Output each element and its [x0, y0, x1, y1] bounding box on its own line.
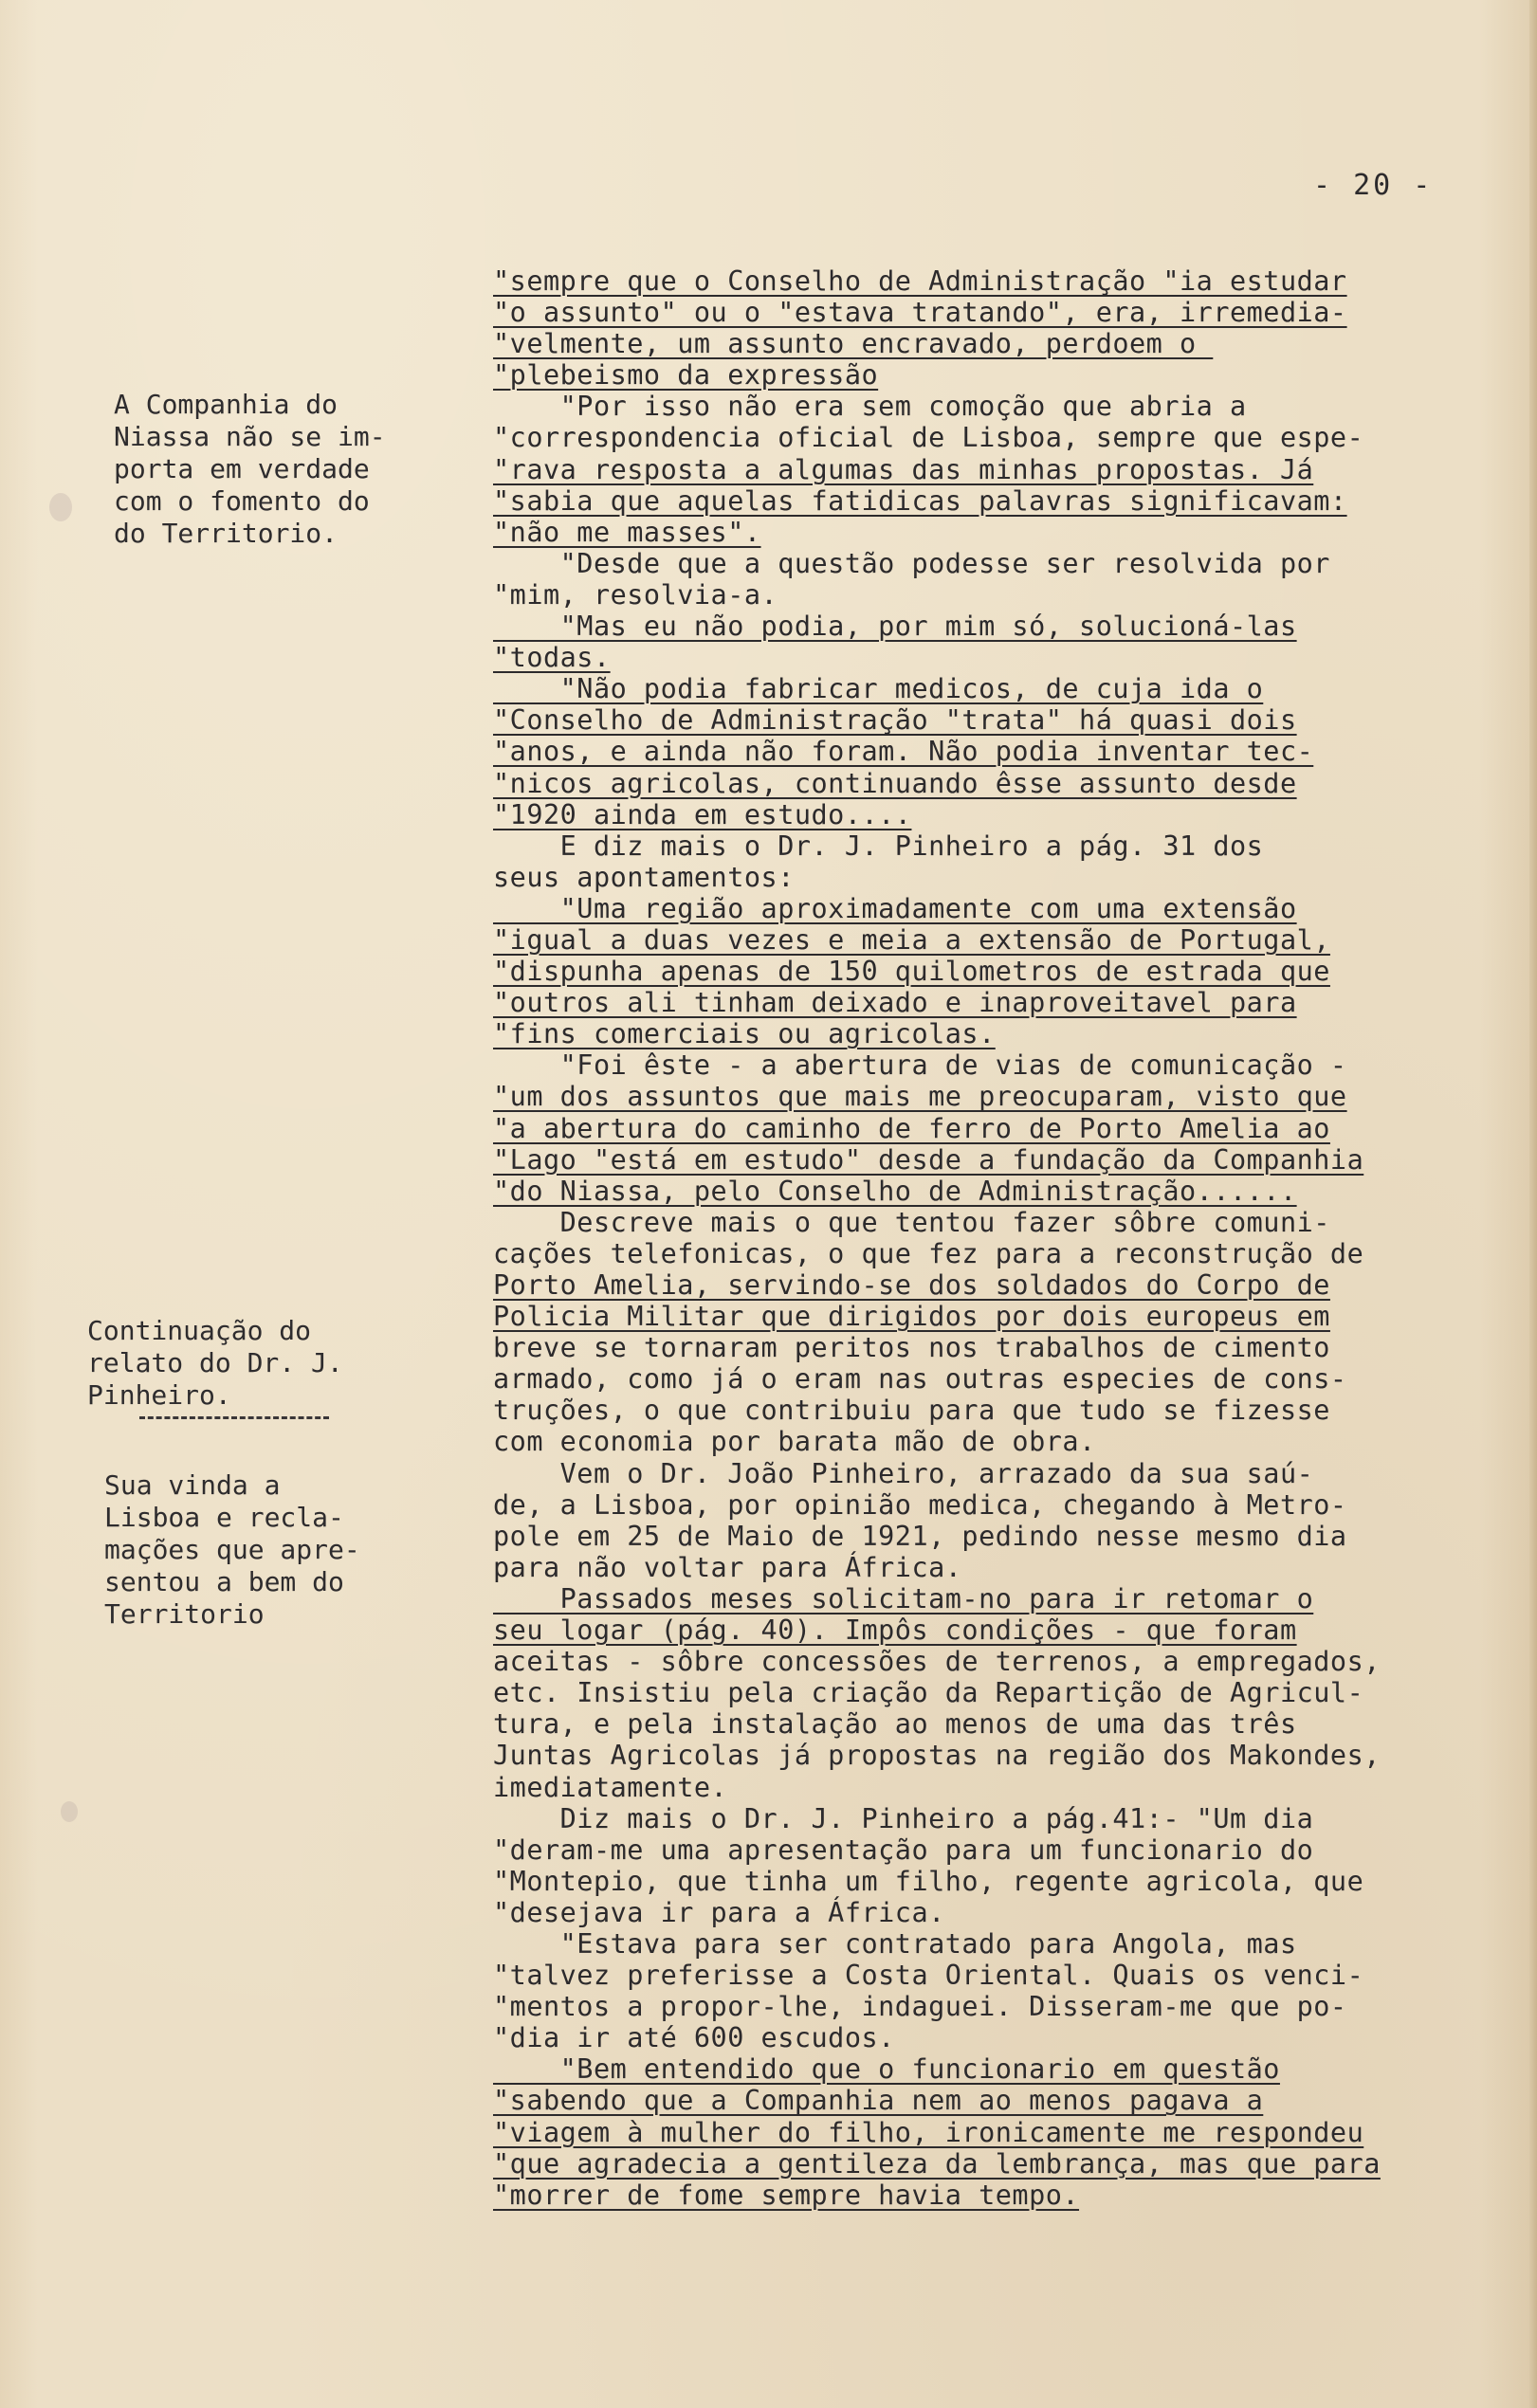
body-line: Descreve mais o que tentou fazer sôbre comuni-: [493, 1206, 1330, 1238]
body-line: "mim, resolvia-a.: [493, 578, 778, 611]
body-line: Porto Amelia, servindo-se dos soldados do Corpo de: [493, 1269, 1330, 1301]
body-line: "desejava ir para a África.: [493, 1896, 945, 1928]
page-edge-shadow: [1529, 0, 1537, 2408]
body-line: "Mas eu não podia, por mim só, solucioná-las: [493, 611, 1297, 643]
body-line: "deram-me uma apresentação para um funcionario do: [493, 1833, 1314, 1866]
body-line: "morrer de fome sempre havia tempo.: [493, 2179, 1080, 2211]
body-line: seu logar (pág. 40). Impôs condições - que foram: [493, 1614, 1297, 1647]
body-line: "sabia que aquelas fatidicas palavras significavam:: [493, 484, 1347, 517]
body-line: armado, como já o eram nas outras especies de cons-: [493, 1363, 1347, 1396]
paper-smudge: [49, 493, 72, 521]
margin-divider: [139, 1416, 329, 1419]
body-line: "dispunha apenas de 150 quilometros de estrada que: [493, 956, 1330, 988]
body-line: Diz mais o Dr. J. Pinheiro a pág.41:- "Um dia: [493, 1802, 1314, 1834]
main-text-column: [493, 265, 1498, 2211]
body-line: "que agradecia a gentileza da lembrança, mas que para: [493, 2147, 1381, 2180]
body-line: "Lago "está em estudo" desde a fundação da Companhia: [493, 1143, 1364, 1176]
body-line: "Uma região aproximadamente com uma extensão: [493, 892, 1297, 924]
body-line: "mentos a propor-lhe, indaguei. Disseram-me que po-: [493, 1991, 1347, 2023]
body-line: "a abertura do caminho de ferro de Porto Amelia ao: [493, 1112, 1330, 1144]
body-line: Juntas Agricolas já propostas na região dos Makondes,: [493, 1740, 1381, 1772]
margin-note-vinda-lisboa: Sua vinda a Lisboa e recla- mações que apre- sentou a bem do Territorio: [104, 1469, 360, 1630]
body-line: "fins comerciais ou agricolas.: [493, 1018, 996, 1050]
body-line: "velmente, um assunto encravado, perdoem o: [493, 328, 1214, 360]
body-line: "não me masses".: [493, 516, 761, 548]
body-line: "plebeismo da expressão: [493, 359, 879, 392]
body-line: "todas.: [493, 642, 611, 674]
body-line: breve se tornaram peritos nos trabalhos de cimento: [493, 1332, 1330, 1364]
body-line: "dia ir até 600 escudos.: [493, 2022, 895, 2054]
body-line: "outros ali tinham deixado e inaproveitavel para: [493, 987, 1297, 1019]
body-line: "Não podia fabricar medicos, de cuja ida o: [493, 673, 1264, 705]
body-line: Passados meses solicitam-no para ir retomar o: [493, 1582, 1314, 1614]
body-line: "nicos agricolas, continuando êsse assunto desde: [493, 767, 1297, 799]
body-line: "Desde que a questão podesse ser resolvida por: [493, 547, 1330, 579]
margin-note-companhia: A Companhia do Niassa não se im- porta em verdade com o fomento do do Territorio.: [114, 389, 386, 549]
body-line: "Bem entendido que o funcionario em questão: [493, 2053, 1280, 2086]
body-line: "correspondencia oficial de Lisboa, sempre que espe-: [493, 422, 1364, 454]
body-line: tura, e pela instalação ao menos de uma das três: [493, 1708, 1297, 1741]
body-line: "1920 ainda em estudo....: [493, 798, 912, 830]
body-line: "Montepio, que tinha um filho, regente agricola, que: [493, 1865, 1364, 1897]
body-line: Vem o Dr. João Pinheiro, arrazado da sua saú-: [493, 1457, 1314, 1489]
body-line: para não voltar para África.: [493, 1551, 962, 1583]
page-number: - 20 -: [1313, 169, 1434, 202]
body-line: "Conselho de Administração "trata" há quasi dois: [493, 704, 1297, 737]
paper-smudge: [61, 1801, 78, 1822]
body-line: "rava resposta a algumas das minhas propostas. Já: [493, 453, 1314, 485]
body-line: de, a Lisboa, por opinião medica, chegando à Metro-: [493, 1488, 1347, 1521]
body-line: truções, o que contribuiu para que tudo se fizesse: [493, 1395, 1330, 1427]
body-line: cações telefonicas, o que fez para a reconstrução de: [493, 1237, 1364, 1269]
body-line: aceitas - sôbre concessões de terrenos, a empregados,: [493, 1646, 1381, 1678]
body-line: etc. Insistiu pela criação da Repartição de Agricul-: [493, 1677, 1364, 1709]
body-line: "o assunto" ou o "estava tratando", era, irremedia-: [493, 297, 1347, 329]
body-line: "do Niassa, pelo Conselho de Administração......: [493, 1175, 1297, 1207]
body-line: "Foi êste - a abertura de vias de comunicação -: [493, 1049, 1347, 1082]
body-line: "sempre que o Conselho de Administração "ia estudar: [493, 265, 1347, 297]
body-line: "um dos assuntos que mais me preocuparam, visto que: [493, 1081, 1347, 1113]
body-line: com economia por barata mão de obra.: [493, 1426, 1096, 1458]
body-line: Policia Militar que dirigidos por dois europeus em: [493, 1301, 1330, 1333]
body-line: "sabendo que a Companhia nem ao menos pagava a: [493, 2085, 1264, 2117]
body-line: "Estava para ser contratado para Angola, mas: [493, 1927, 1297, 1960]
body-line: seus apontamentos:: [493, 861, 795, 893]
body-line: "viagem à mulher do filho, ironicamente me respondeu: [493, 2116, 1364, 2148]
body-line: imediatamente.: [493, 1771, 728, 1803]
body-line: "Por isso não era sem comoção que abria a: [493, 391, 1247, 423]
body-line: pole em 25 de Maio de 1921, pedindo nesse mesmo dia: [493, 1520, 1347, 1552]
body-line: E diz mais o Dr. J. Pinheiro a pág. 31 dos: [493, 830, 1264, 862]
body-line: "talvez preferisse a Costa Oriental. Quais os venci-: [493, 1960, 1364, 1992]
margin-note-continuacao: Continuação do relato do Dr. J. Pinheiro.: [87, 1315, 343, 1411]
body-line: "igual a duas vezes e meia a extensão de Portugal,: [493, 923, 1330, 956]
body-line: "anos, e ainda não foram. Não podia inventar tec-: [493, 736, 1314, 768]
